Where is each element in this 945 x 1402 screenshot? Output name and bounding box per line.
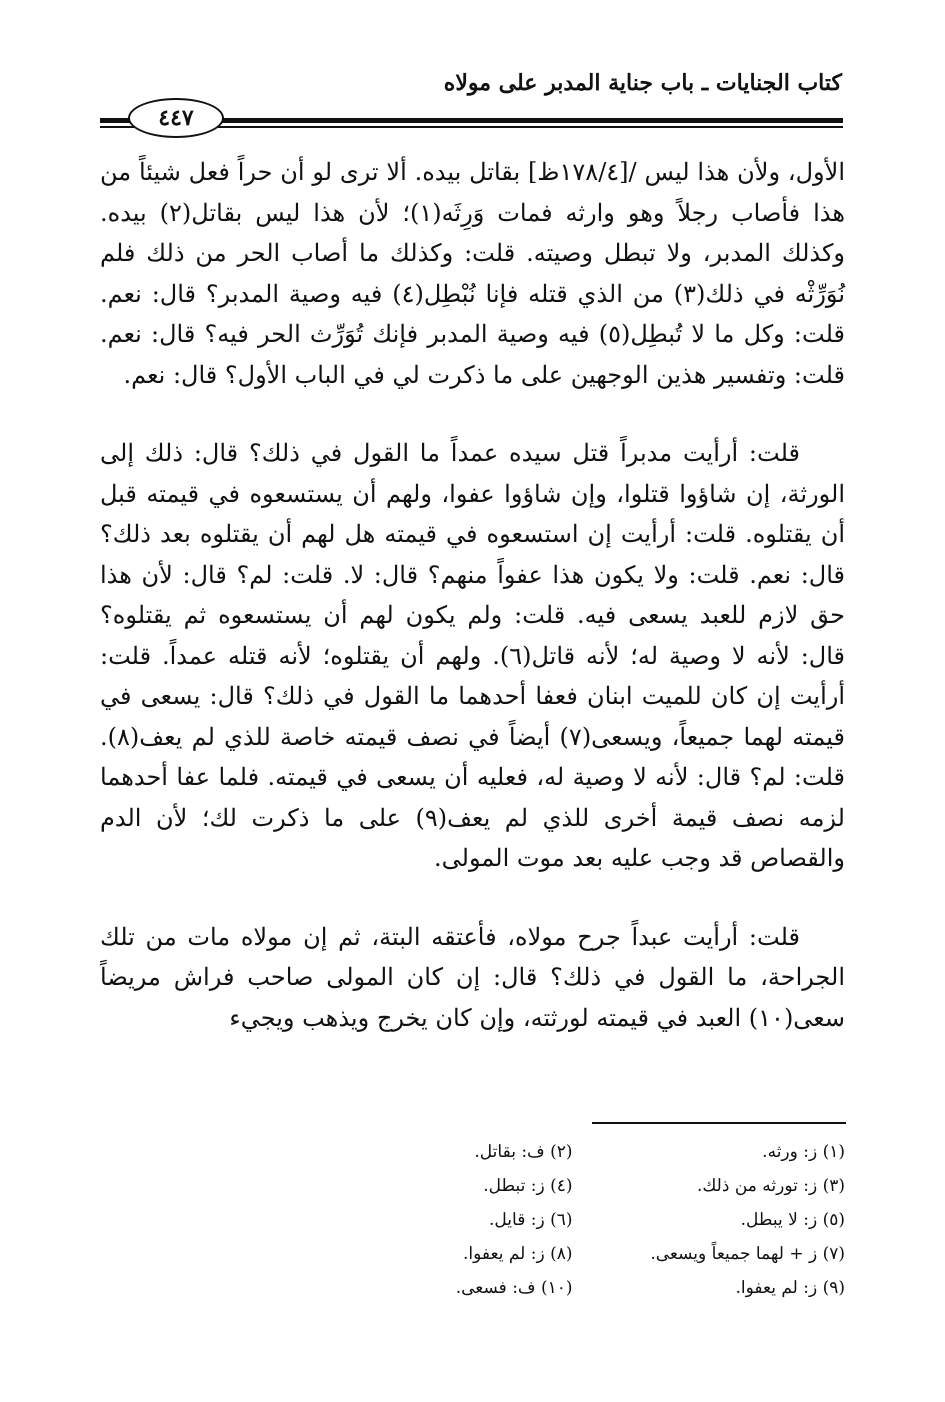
running-head-title: كتاب الجنايات ـ باب جناية المدبر على مولاه <box>443 70 842 96</box>
footnotes <box>300 1138 845 1302</box>
footnote-1: (١) ز: ورثه. <box>762 1142 845 1162</box>
footnote-6: (٦) ز: قايل. <box>489 1210 573 1230</box>
paragraph-1: الأول، ولأن هذا ليس /[١٧٨/٤ظ] بقاتل بيده. ألا ترى لو أن حراً فعل شيئاً من هذا فأصاب رجلاً وهو وارثه فمات وَرِثَه(١)؛ لأن هذا ليس بقاتل(٢) بيده. وكذلك المدبر، ولا تبطل وصيته. قلت: وكذلك ما أصاب الحر من ذلك فلم نُوَرِّثْه في ذلك(٣) من الذي قتله فإنا نُبْطِل(٤) فيه وصية المدبر؟ قال: نعم. قلت: وكل ما لا تُبطِل(٥) فيه وصية المدبر فإنك تُوَرِّث الحر فيه؟ قال: نعم. قلت: وتفسير هذين الوجهين على ما ذكرت لي في الباب الأول؟ قال: نعم. <box>100 158 845 389</box>
footnote-2: (٢) ف: بقاتل. <box>474 1142 573 1162</box>
footnote-9: (٩) ز: لم يعفوا. <box>735 1278 845 1298</box>
footnote-4: (٤) ز: تبطل. <box>483 1176 573 1196</box>
footnote-7: (٧) ز + لهما جميعاً ويسعى. <box>650 1244 845 1264</box>
footnote-3: (٣) ز: تورثه من ذلك. <box>696 1176 845 1196</box>
paragraph-3: قلت: أرأيت عبداً جرح مولاه، فأعتقه البتة، ثم إن مولاه مات من تلك الجراحة، ما القول في ذلك؟ قال: إن كان المولى صاحب فراش مريضاً سعى(١٠) العبد في قيمته لورثته، وإن كان يخرج ويذهب ويجيء <box>100 922 845 1032</box>
body-text <box>100 152 845 1038</box>
footnote-10: (١٠) ف: فسعى. <box>455 1278 573 1298</box>
footnote-5: (٥) ز: لا يبطل. <box>740 1210 845 1230</box>
page-number-badge: ٤٤٧ <box>128 98 224 138</box>
footnote-8: (٨) ز: لم يعفوا. <box>463 1244 573 1264</box>
paragraph-2: قلت: أرأيت مدبراً قتل سيده عمداً ما القول في ذلك؟ قال: ذلك إلى الورثة، إن شاؤوا قتلوا، وإن شاؤوا عفوا، ولهم أن يستسعوه في قيمته قبل أن يقتلوه. قلت: أرأيت إن استسعوه في قيمته هل لهم أن يقتلوه بعد ذلك؟ قال: نعم. قلت: ولا يكون هذا عفواً منهم؟ قال: لا. قلت: لم؟ قال: لأن هذا حق لازم للعبد يسعى فيه. قلت: ولم يكون لهم أن يستسعوه ثم يقتلوه؟ قال: لأنه لا وصية له؛ لأنه قاتل(٦). ولهم أن يقتلوه؛ لأنه قتله عمداً. قلت: أرأيت إن كان للميت ابنان فعفا أحدهما ما القول في ذلك؟ قال: يسعى في قيمته لهما جميعاً، ويسعى(٧) أيضاً في نصف قيمته خاصة للذي لم يعف(٨). قلت: لم؟ قال: لأنه لا وصية له، فعليه أن يسعى في قيمته. فلما عفا أحدهما لزمه نصف قيمة أخرى للذي لم يعف(٩) على ما ذكرت لك؛ لأن الدم والقصاص قد وجب عليه بعد موت المولى. <box>100 439 845 872</box>
footnote-separator <box>592 1122 846 1124</box>
